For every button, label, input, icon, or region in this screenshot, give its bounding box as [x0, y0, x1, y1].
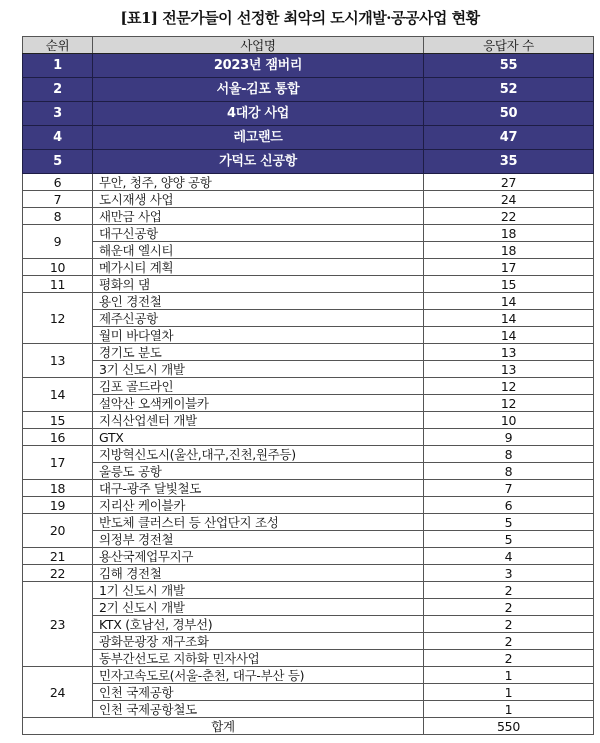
- table-row: [23, 395, 594, 412]
- count-cell: 18: [424, 242, 594, 259]
- rank-cell: 3: [23, 102, 93, 126]
- table-row: [23, 565, 594, 582]
- count-cell: 22: [424, 208, 594, 225]
- count-cell: 2: [424, 650, 594, 667]
- project-cell: 제주신공항: [93, 310, 424, 327]
- rank-cell: 24: [23, 667, 93, 718]
- project-cell: 김해 경전철: [93, 565, 424, 582]
- table-row: [23, 225, 594, 242]
- table-row: [23, 310, 594, 327]
- count-cell: 15: [424, 276, 594, 293]
- table-row: [23, 616, 594, 633]
- highlight-row: [23, 54, 594, 78]
- project-cell: 지식산업센터 개발: [93, 412, 424, 429]
- rank-cell: 15: [23, 412, 93, 429]
- table-row: [23, 599, 594, 616]
- rank-cell: 12: [23, 293, 93, 344]
- project-cell: 용산국제업무지구: [93, 548, 424, 565]
- project-cell: 새만금 사업: [93, 208, 424, 225]
- table-row: [23, 174, 594, 191]
- rank-cell: 11: [23, 276, 93, 293]
- project-cell: 의정부 경전철: [93, 531, 424, 548]
- project-cell: 설악산 오색케이블카: [93, 395, 424, 412]
- rank-cell: 23: [23, 582, 93, 667]
- table-row: [23, 701, 594, 718]
- rank-cell: 22: [23, 565, 93, 582]
- table-row: [23, 412, 594, 429]
- table-row: [23, 582, 594, 599]
- table-row: [23, 378, 594, 395]
- total-row: [23, 718, 594, 735]
- count-cell: 24: [424, 191, 594, 208]
- project-cell: 레고랜드: [93, 126, 424, 150]
- header-rank: 순위: [23, 37, 93, 54]
- rank-cell: 14: [23, 378, 93, 412]
- count-cell: 7: [424, 480, 594, 497]
- count-cell: 52: [424, 78, 594, 102]
- project-cell: 해운대 엘시티: [93, 242, 424, 259]
- count-cell: 5: [424, 514, 594, 531]
- table-row: [23, 480, 594, 497]
- highlight-row: [23, 126, 594, 150]
- project-cell: 김포 골드라인: [93, 378, 424, 395]
- project-cell: 인천 국제공항: [93, 684, 424, 701]
- project-cell: 2023년 잼버리: [93, 54, 424, 78]
- project-cell: 메가시티 계획: [93, 259, 424, 276]
- count-cell: 18: [424, 225, 594, 242]
- count-cell: 1: [424, 684, 594, 701]
- rank-cell: 10: [23, 259, 93, 276]
- rank-cell: 9: [23, 225, 93, 259]
- project-cell: 광화문광장 재구조화: [93, 633, 424, 650]
- rank-cell: 20: [23, 514, 93, 548]
- table-row: [23, 463, 594, 480]
- rank-cell: 16: [23, 429, 93, 446]
- count-cell: 12: [424, 395, 594, 412]
- table-row: [23, 344, 594, 361]
- table-row: [23, 191, 594, 208]
- rank-cell: 5: [23, 150, 93, 174]
- total-label: 합계: [23, 718, 424, 735]
- table-title: [표1] 전문가들이 선정한 최악의 도시개발·공공사업 현황: [120, 9, 480, 27]
- project-cell: 지방혁신도시(울산,대구,진천,원주등): [93, 446, 424, 463]
- rank-cell: 18: [23, 480, 93, 497]
- project-cell: 평화의 댐: [93, 276, 424, 293]
- project-cell: 가덕도 신공항: [93, 150, 424, 174]
- table-row: [23, 633, 594, 650]
- project-cell: 지리산 케이블카: [93, 497, 424, 514]
- project-cell: 대구-광주 달빛철도: [93, 480, 424, 497]
- rank-cell: 13: [23, 344, 93, 378]
- project-cell: 민자고속도로(서울-춘천, 대구-부산 등): [93, 667, 424, 684]
- count-cell: 6: [424, 497, 594, 514]
- rank-cell: 2: [23, 78, 93, 102]
- count-cell: 17: [424, 259, 594, 276]
- count-cell: 1: [424, 701, 594, 718]
- highlight-row: [23, 150, 594, 174]
- table-row: [23, 259, 594, 276]
- count-cell: 12: [424, 378, 594, 395]
- project-cell: 동부간선도로 지하화 민자사업: [93, 650, 424, 667]
- count-cell: 2: [424, 616, 594, 633]
- project-cell: 도시재생 사업: [93, 191, 424, 208]
- table-row: [23, 548, 594, 565]
- count-cell: 14: [424, 293, 594, 310]
- table-row: [23, 514, 594, 531]
- ranking-table: [22, 36, 594, 735]
- table-row: [23, 429, 594, 446]
- count-cell: 14: [424, 310, 594, 327]
- rank-cell: 4: [23, 126, 93, 150]
- header-project: 사업명: [93, 37, 424, 54]
- table-row: [23, 327, 594, 344]
- project-cell: 2기 신도시 개발: [93, 599, 424, 616]
- rank-cell: 8: [23, 208, 93, 225]
- count-cell: 35: [424, 150, 594, 174]
- count-cell: 2: [424, 599, 594, 616]
- count-cell: 8: [424, 463, 594, 480]
- project-cell: 3기 신도시 개발: [93, 361, 424, 378]
- project-cell: GTX: [93, 429, 424, 446]
- count-cell: 4: [424, 548, 594, 565]
- project-cell: 용인 경전철: [93, 293, 424, 310]
- rank-cell: 1: [23, 54, 93, 78]
- header-respondents: 응답자 수: [424, 37, 594, 54]
- rank-cell: 21: [23, 548, 93, 565]
- table-row: [23, 650, 594, 667]
- rank-cell: 6: [23, 174, 93, 191]
- table-row: [23, 293, 594, 310]
- highlight-row: [23, 78, 594, 102]
- count-cell: 8: [424, 446, 594, 463]
- count-cell: 27: [424, 174, 594, 191]
- project-cell: 대구신공항: [93, 225, 424, 242]
- project-cell: 월미 바다열차: [93, 327, 424, 344]
- rank-cell: 19: [23, 497, 93, 514]
- table-row: [23, 208, 594, 225]
- project-cell: 서울-김포 통합: [93, 78, 424, 102]
- project-cell: 울릉도 공항: [93, 463, 424, 480]
- table-row: [23, 497, 594, 514]
- count-cell: 14: [424, 327, 594, 344]
- count-cell: 13: [424, 361, 594, 378]
- count-cell: 5: [424, 531, 594, 548]
- rank-cell: 7: [23, 191, 93, 208]
- count-cell: 10: [424, 412, 594, 429]
- count-cell: 2: [424, 633, 594, 650]
- count-cell: 13: [424, 344, 594, 361]
- project-cell: 경기도 분도: [93, 344, 424, 361]
- total-count: 550: [424, 718, 594, 735]
- project-cell: 1기 신도시 개발: [93, 582, 424, 599]
- table-row: [23, 667, 594, 684]
- table-row: [23, 361, 594, 378]
- project-cell: 4대강 사업: [93, 102, 424, 126]
- count-cell: 55: [424, 54, 594, 78]
- count-cell: 2: [424, 582, 594, 599]
- highlight-row: [23, 102, 594, 126]
- project-cell: 반도체 클러스터 등 산업단지 조성: [93, 514, 424, 531]
- count-cell: 47: [424, 126, 594, 150]
- project-cell: 인천 국제공항철도: [93, 701, 424, 718]
- table-row: [23, 531, 594, 548]
- project-cell: 무안, 청주, 양양 공항: [93, 174, 424, 191]
- header-row: [23, 37, 594, 54]
- count-cell: 9: [424, 429, 594, 446]
- count-cell: 3: [424, 565, 594, 582]
- table-body: [23, 54, 594, 735]
- project-cell: KTX (호남선, 경부선): [93, 616, 424, 633]
- rank-cell: 17: [23, 446, 93, 480]
- table-row: [23, 242, 594, 259]
- table-row: [23, 276, 594, 293]
- count-cell: 1: [424, 667, 594, 684]
- table-row: [23, 446, 594, 463]
- count-cell: 50: [424, 102, 594, 126]
- table-row: [23, 684, 594, 701]
